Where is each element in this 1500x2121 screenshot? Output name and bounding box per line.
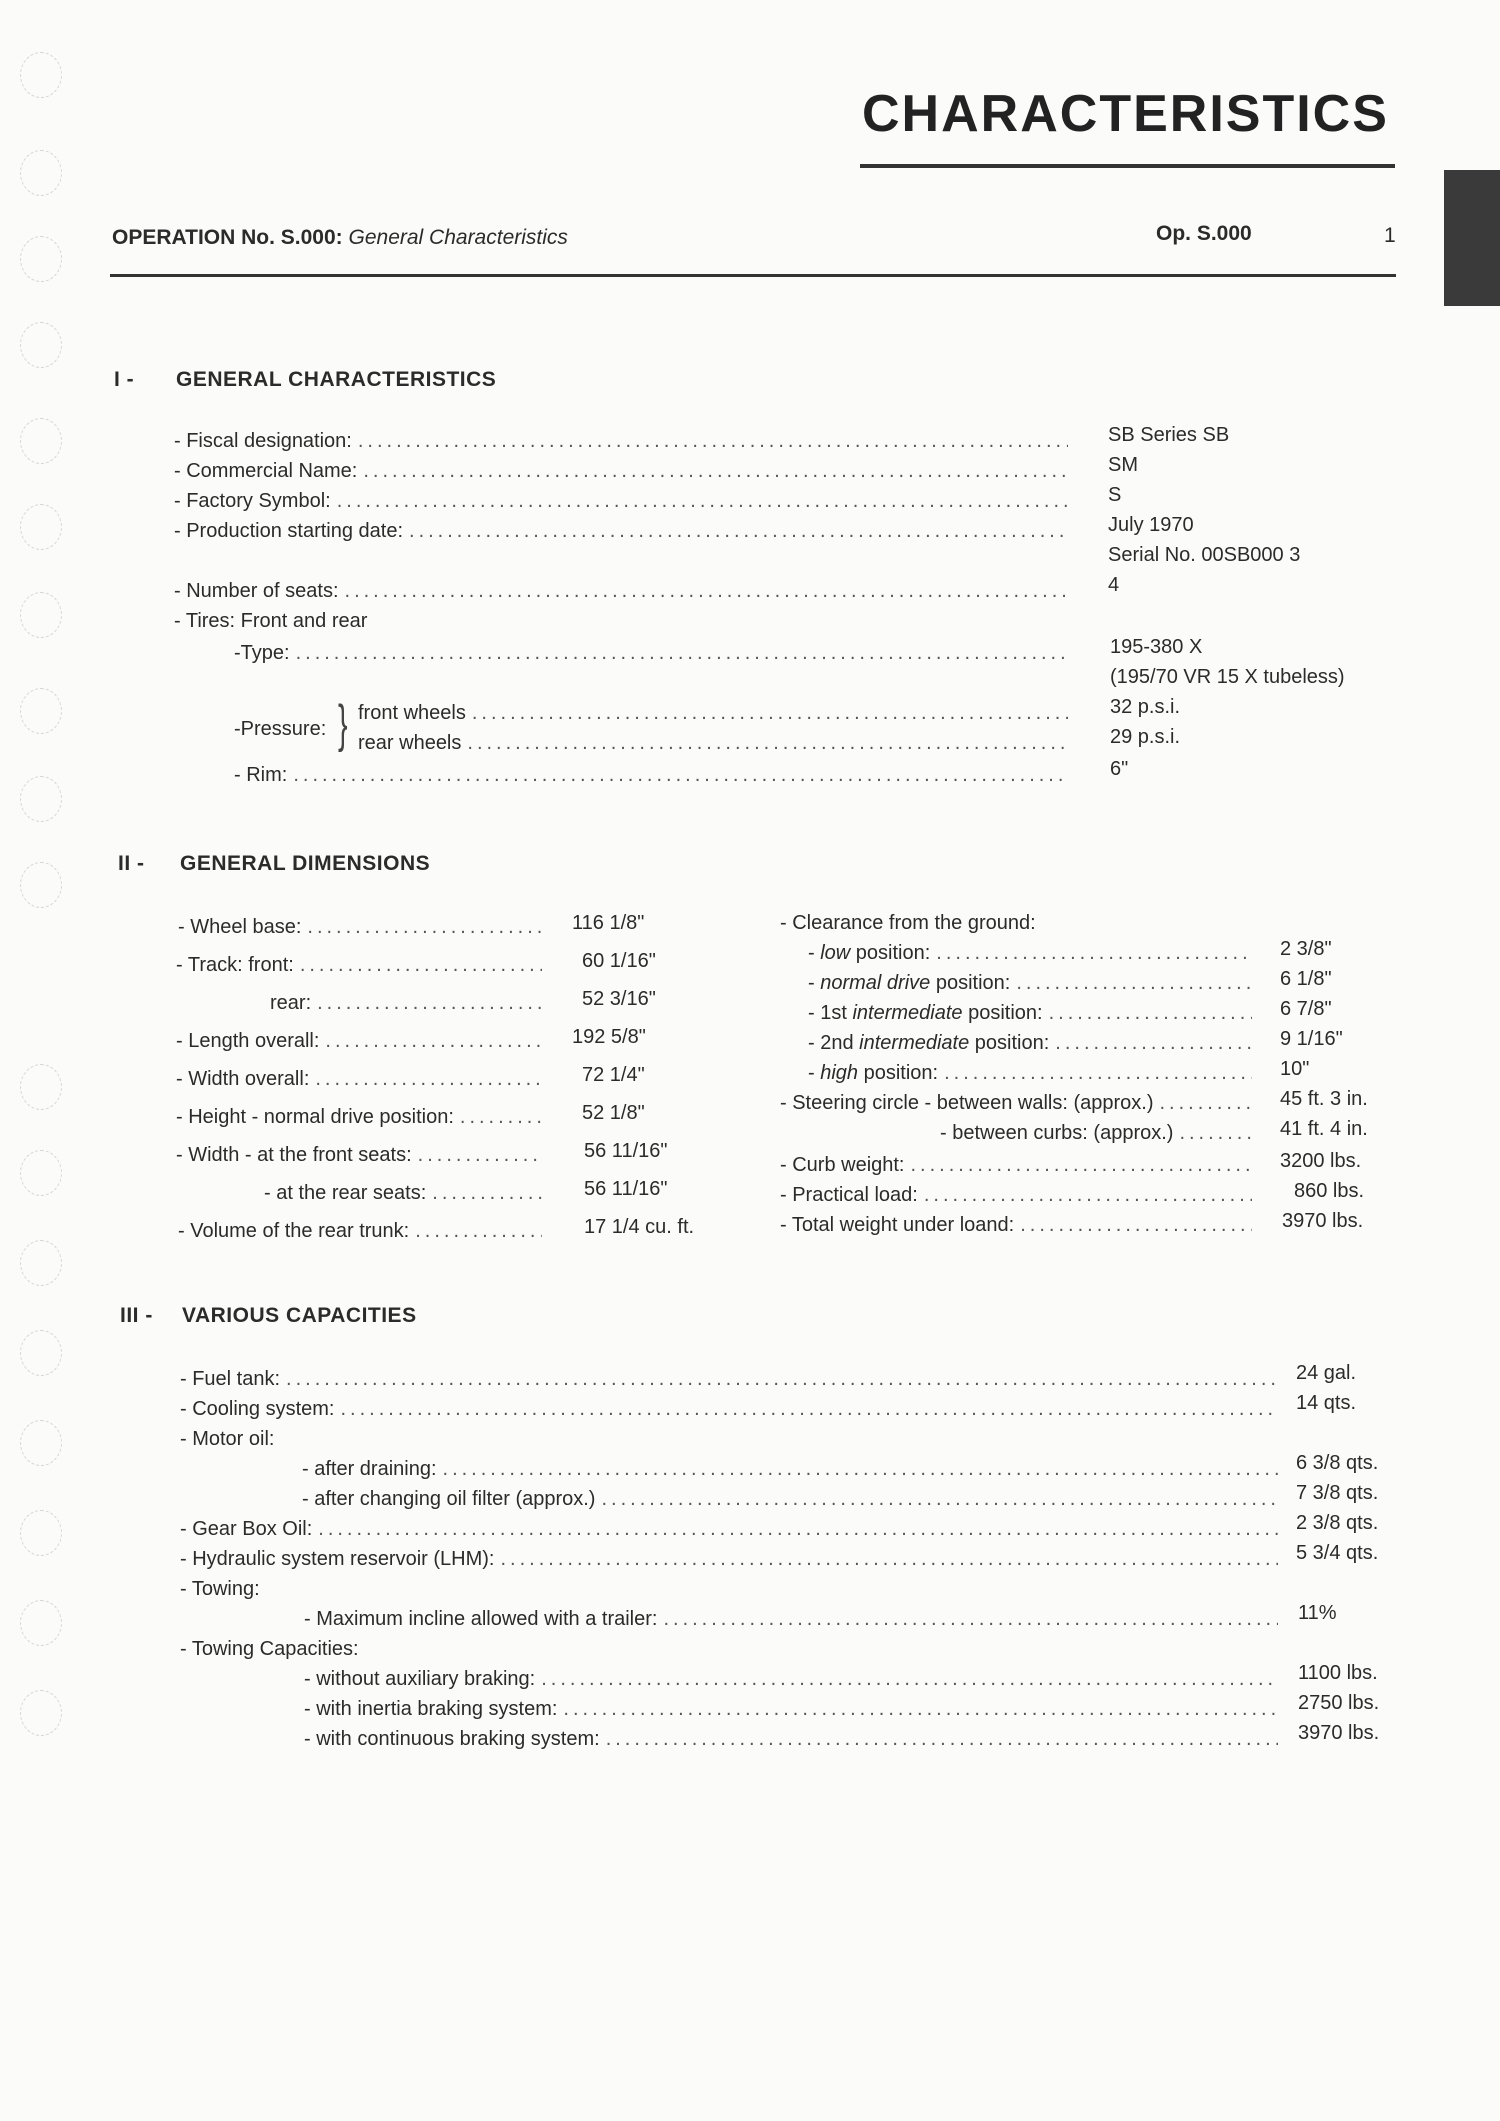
- normal-position-row: [808, 972, 1258, 995]
- section-3-title: VARIOUS CAPACITIES: [182, 1304, 417, 1327]
- practical-load-label: - Practical load:: [780, 1184, 918, 1206]
- curb-weight-label: - Curb weight:: [780, 1154, 905, 1176]
- title-rule: [860, 164, 1395, 168]
- brace-icon: }: [338, 695, 348, 753]
- track-front-label: - Track: front:: [176, 954, 294, 976]
- second-intermediate-value: 9 1/16": [1280, 1028, 1343, 1050]
- motor-oil-label: - Motor oil:: [180, 1428, 275, 1450]
- length-value: 192 5/8": [572, 1026, 646, 1048]
- section-2-title: GENERAL DIMENSIONS: [180, 852, 431, 875]
- fuel-value: 24 gal.: [1296, 1362, 1357, 1384]
- fuel-label: - Fuel tank:: [180, 1368, 281, 1390]
- operation-desc: General Characteristics: [348, 226, 568, 249]
- practical-load-row: [780, 1184, 1258, 1207]
- tires-row: [174, 610, 367, 633]
- steering-curbs-value: 41 ft. 4 in.: [1280, 1118, 1368, 1140]
- section-2-number: II -: [118, 852, 145, 875]
- second-intermediate-row: [808, 1032, 1258, 1055]
- length-label: - Length overall:: [176, 1030, 320, 1052]
- gearbox-value: 2 3/8 qts.: [1296, 1512, 1379, 1534]
- incline-row: [304, 1608, 1284, 1631]
- motor-oil-row: [180, 1428, 274, 1451]
- width-rear-seats-value: 56 11/16": [584, 1178, 668, 1200]
- rim-row: [234, 764, 1074, 787]
- first-intermediate-label: - 1st intermediate position:: [808, 1002, 1043, 1024]
- normal-position-value: 6 1/8": [1280, 968, 1332, 990]
- high-position-row: [808, 1062, 1258, 1085]
- factory-row: [174, 490, 1074, 513]
- hydraulic-label: - Hydraulic system reservoir (LHM):: [180, 1548, 495, 1570]
- low-position-row: [808, 942, 1258, 965]
- high-position-value: 10": [1280, 1058, 1310, 1080]
- practical-load-value: 860 lbs.: [1294, 1180, 1365, 1202]
- front-wheels-row: [358, 702, 1074, 725]
- height-value: 52 1/8": [582, 1102, 645, 1124]
- rim-label: - Rim:: [234, 764, 288, 786]
- production-row: [174, 520, 1074, 543]
- continuous-braking-value: 3970 lbs.: [1298, 1722, 1380, 1744]
- commercial-row: [174, 460, 1074, 483]
- factory-label: - Factory Symbol:: [174, 490, 331, 512]
- commercial-value: SM: [1108, 454, 1138, 476]
- after-draining-label: - after draining:: [302, 1458, 437, 1480]
- high-position-label: - high position:: [808, 1062, 939, 1084]
- front-wheels-label: front wheels: [358, 702, 466, 724]
- section-tab-marker: [1444, 170, 1500, 306]
- cooling-label: - Cooling system:: [180, 1398, 335, 1420]
- volume-value: 17 1/4 cu. ft.: [584, 1216, 695, 1238]
- oil-filter-label: - after changing oil filter (approx.): [302, 1488, 596, 1510]
- steering-walls-row: [780, 1092, 1258, 1115]
- width-rear-seats-row: [264, 1182, 548, 1205]
- incline-label: - Maximum incline allowed with a trailer:: [304, 1608, 658, 1630]
- length-row: [176, 1030, 548, 1053]
- continuous-braking-label: - with continuous braking system:: [304, 1728, 600, 1750]
- track-rear-label: rear:: [270, 992, 312, 1014]
- section-1-heading: [114, 368, 496, 392]
- rear-wheels-value: 29 p.s.i.: [1110, 726, 1181, 748]
- fuel-row: [180, 1368, 1284, 1391]
- seats-label: - Number of seats:: [174, 580, 339, 602]
- steering-walls-label: - Steering circle - between walls: (approx.): [780, 1092, 1154, 1114]
- commercial-label: - Commercial Name:: [174, 460, 358, 482]
- height-label: - Height - normal drive position:: [176, 1106, 454, 1128]
- section-3-heading: [120, 1304, 417, 1328]
- towing-capacities-row: [180, 1638, 359, 1661]
- rim-value: 6": [1110, 758, 1129, 780]
- oil-filter-row: [302, 1488, 1284, 1511]
- operation-label: OPERATION No. S.000:: [112, 226, 343, 249]
- steering-curbs-row: [940, 1122, 1258, 1145]
- seats-row: [174, 580, 1074, 603]
- after-draining-value: 6 3/8 qts.: [1296, 1452, 1379, 1474]
- wheelbase-row: [178, 916, 548, 939]
- gearbox-label: - Gear Box Oil:: [180, 1518, 313, 1540]
- without-braking-row: [304, 1668, 1284, 1691]
- continuous-braking-row: [304, 1728, 1284, 1751]
- rear-wheels-label: rear wheels: [358, 732, 462, 754]
- width-front-seats-row: [176, 1144, 548, 1167]
- production-value: July 1970: [1108, 514, 1194, 536]
- first-intermediate-row: [808, 1002, 1258, 1025]
- inertia-braking-row: [304, 1698, 1284, 1721]
- hydraulic-row: [180, 1548, 1284, 1571]
- inertia-braking-label: - with inertia braking system:: [304, 1698, 558, 1720]
- second-intermediate-label: - 2nd intermediate position:: [808, 1032, 1050, 1054]
- section-1-title: GENERAL CHARACTERISTICS: [176, 368, 497, 391]
- volume-row: [178, 1220, 548, 1243]
- type-value: 195-380 X: [1110, 636, 1203, 658]
- track-rear-row: [270, 992, 548, 1015]
- width-front-seats-label: - Width - at the front seats:: [176, 1144, 412, 1166]
- hydraulic-value: 5 3/4 qts.: [1296, 1542, 1379, 1564]
- pressure-label: -Pressure:: [234, 718, 327, 740]
- type-label: -Type:: [234, 642, 290, 664]
- steering-curbs-label: - between curbs: (approx.): [940, 1122, 1174, 1144]
- cooling-row: [180, 1398, 1284, 1421]
- width-label: - Width overall:: [176, 1068, 310, 1090]
- header-rule: [110, 274, 1396, 277]
- clearance-label: - Clearance from the ground:: [780, 912, 1036, 934]
- track-front-value: 60 1/16": [582, 950, 656, 972]
- width-row: [176, 1068, 548, 1091]
- fiscal-value: SB Series SB: [1108, 424, 1230, 446]
- production-label: - Production starting date:: [174, 520, 404, 542]
- first-intermediate-value: 6 7/8": [1280, 998, 1332, 1020]
- steering-walls-value: 45 ft. 3 in.: [1280, 1088, 1368, 1110]
- type-value-2: (195/70 VR 15 X tubeless): [1110, 666, 1345, 688]
- towing-capacities-label: - Towing Capacities:: [180, 1638, 359, 1660]
- width-rear-seats-label: - at the rear seats:: [264, 1182, 427, 1204]
- page-title: CHARACTERISTICS: [862, 85, 1389, 143]
- factory-value: S: [1108, 484, 1122, 506]
- type-row: [234, 642, 1074, 665]
- oil-filter-value: 7 3/8 qts.: [1296, 1482, 1379, 1504]
- without-braking-label: - without auxiliary braking:: [304, 1668, 536, 1690]
- fiscal-row: [174, 430, 1074, 453]
- total-weight-value: 3970 lbs.: [1282, 1210, 1364, 1232]
- low-position-label: - low position:: [808, 942, 931, 964]
- normal-position-label: - normal drive position:: [808, 972, 1011, 994]
- tires-label: - Tires: Front and rear: [174, 610, 368, 632]
- towing-row: [180, 1578, 260, 1601]
- incline-value: 11%: [1298, 1602, 1337, 1624]
- gearbox-row: [180, 1518, 1284, 1541]
- seats-value: 4: [1108, 574, 1120, 596]
- page-number: 1: [1384, 224, 1396, 247]
- front-wheels-value: 32 p.s.i.: [1110, 696, 1181, 718]
- height-row: [176, 1106, 548, 1129]
- track-front-row: [176, 954, 548, 977]
- low-position-value: 2 3/8": [1280, 938, 1332, 960]
- width-value: 72 1/4": [582, 1064, 645, 1086]
- section-1-number: I -: [114, 368, 135, 391]
- without-braking-value: 1100 lbs.: [1298, 1662, 1378, 1684]
- total-weight-label: - Total weight under loand:: [780, 1214, 1015, 1236]
- curb-weight-value: 3200 lbs.: [1280, 1150, 1362, 1172]
- clearance-row: [780, 912, 1036, 935]
- curb-weight-row: [780, 1154, 1258, 1177]
- wheelbase-value: 116 1/8": [572, 912, 645, 934]
- section-3-number: III -: [120, 1304, 153, 1327]
- total-weight-row: [780, 1214, 1258, 1237]
- operation-line: [112, 226, 568, 250]
- wheelbase-label: - Wheel base:: [178, 916, 302, 938]
- section-2-heading: [118, 852, 430, 876]
- rear-wheels-row: [358, 732, 1074, 755]
- inertia-braking-value: 2750 lbs.: [1298, 1692, 1380, 1714]
- towing-label: - Towing:: [180, 1578, 260, 1600]
- after-draining-row: [302, 1458, 1284, 1481]
- cooling-value: 14 qts.: [1296, 1392, 1357, 1414]
- width-front-seats-value: 56 11/16": [584, 1140, 668, 1162]
- track-rear-value: 52 3/16": [582, 988, 656, 1010]
- serial-value: Serial No. 00SB000 3: [1108, 544, 1301, 566]
- op-code: Op. S.000: [1156, 222, 1252, 245]
- volume-label: - Volume of the rear trunk:: [178, 1220, 410, 1242]
- fiscal-label: - Fiscal designation:: [174, 430, 352, 452]
